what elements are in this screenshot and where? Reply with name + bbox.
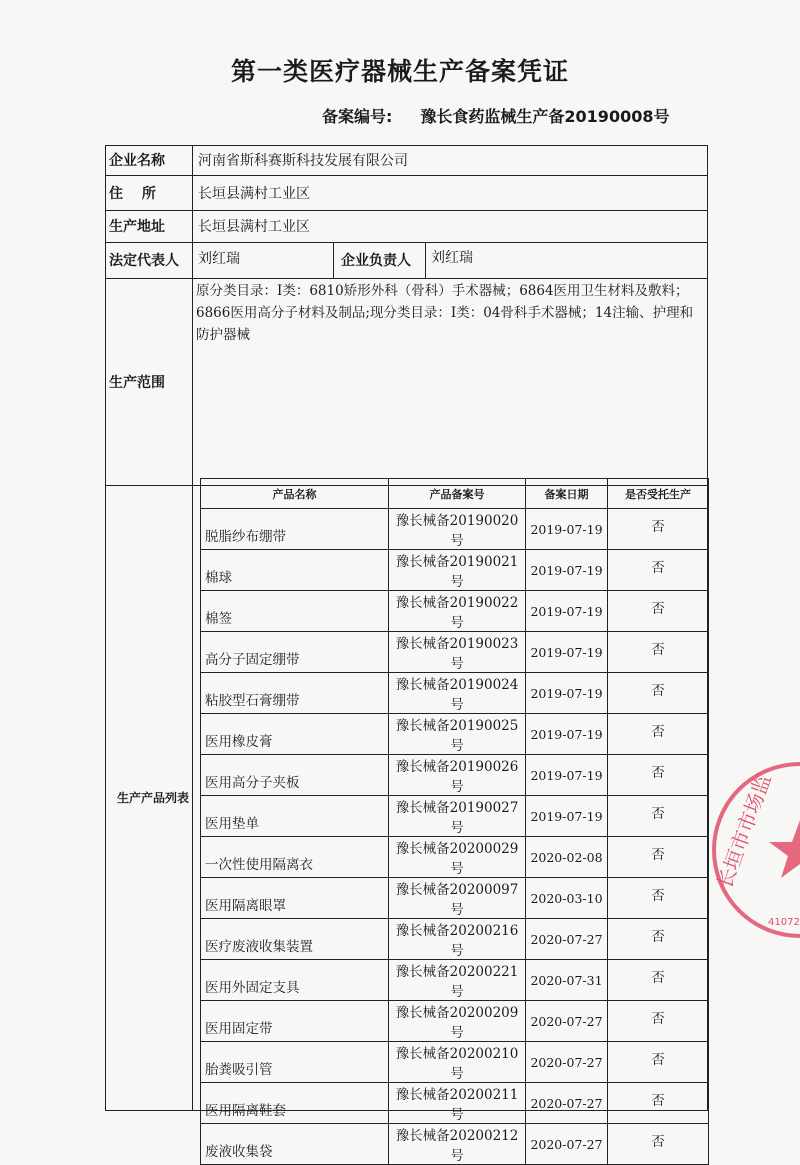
col-divider [333,242,334,278]
product-name: 高分子固定绷带 [201,632,389,673]
product-reg-date: 2020-07-27 [526,1001,608,1042]
product-name: 医用橡皮膏 [201,714,389,755]
product-reg-date: 2019-07-19 [526,632,608,673]
product-row [201,919,709,960]
legal-rep-value: 刘红瑞 [198,251,240,267]
product-row [201,550,709,591]
product-table [200,478,709,1165]
product-reg-date: 2019-07-19 [526,550,608,591]
product-name: 医用垫单 [201,796,389,837]
seal-code: 41072 [768,917,800,928]
official-seal [700,750,800,950]
product-name: 医用隔离鞋套 [201,1083,389,1124]
product-table-header [201,479,709,509]
header-name: 产品名称 [201,479,389,509]
product-reg-number: 豫长械备20200212号 [389,1124,526,1165]
product-row [201,591,709,632]
product-reg-number: 豫长械备20190025号 [389,714,526,755]
product-entrusted: 否 [608,919,709,960]
product-entrusted: 否 [608,632,709,673]
product-row [201,509,709,550]
product-name: 脱脂纱布绷带 [201,509,389,550]
product-entrusted: 否 [608,755,709,796]
product-row [201,755,709,796]
product-reg-date: 2020-02-08 [526,837,608,878]
product-entrusted: 否 [608,837,709,878]
product-entrusted: 否 [608,960,709,1001]
product-name: 医疗废液收集装置 [201,919,389,960]
product-reg-number: 豫长械备20190026号 [389,755,526,796]
product-reg-number: 豫长械备20190022号 [389,591,526,632]
product-entrusted: 否 [608,796,709,837]
product-reg-number: 豫长械备20190027号 [389,796,526,837]
product-reg-number: 豫长械备20200211号 [389,1083,526,1124]
product-reg-date: 2019-07-19 [526,591,608,632]
production-address-value: 长垣县满村工业区 [198,219,310,235]
product-reg-number: 豫长械备20190023号 [389,632,526,673]
product-entrusted: 否 [608,550,709,591]
product-row [201,837,709,878]
product-name: 一次性使用隔离衣 [201,837,389,878]
product-row [201,673,709,714]
product-reg-date: 2019-07-19 [526,755,608,796]
registration-label: 备案编号: [322,107,393,126]
product-reg-number: 豫长械备20200097号 [389,878,526,919]
header-entrusted: 是否受托生产 [608,479,709,509]
product-row [201,632,709,673]
product-entrusted: 否 [608,509,709,550]
header-date: 备案日期 [526,479,608,509]
product-entrusted: 否 [608,1083,709,1124]
product-reg-number: 豫长械备20200029号 [389,837,526,878]
product-row [201,796,709,837]
product-name: 医用固定带 [201,1001,389,1042]
product-reg-date: 2020-07-31 [526,960,608,1001]
registration-line [322,104,669,127]
product-reg-date: 2020-07-27 [526,1083,608,1124]
production-address-label: 生产地址 [109,219,165,235]
product-reg-number: 豫长械备20200210号 [389,1042,526,1083]
product-entrusted: 否 [608,673,709,714]
product-reg-date: 2019-07-19 [526,509,608,550]
registration-number: 豫长食药监械生产备20190008号 [420,107,670,126]
address-label: 住 所 [109,185,156,202]
product-list-label: 生产产品列表 [117,791,190,805]
product-reg-date: 2020-03-10 [526,878,608,919]
product-entrusted: 否 [608,1042,709,1083]
product-reg-date: 2019-07-19 [526,796,608,837]
company-label: 企业名称 [109,153,165,169]
product-entrusted: 否 [608,1001,709,1042]
product-row [201,960,709,1001]
header-reg: 产品备案号 [389,479,526,509]
company-value: 河南省斯科赛斯科技发展有限公司 [198,153,408,169]
product-row [201,1001,709,1042]
product-reg-number: 豫长械备20190021号 [389,550,526,591]
product-reg-date: 2020-07-27 [526,919,608,960]
product-reg-date: 2020-07-27 [526,1124,608,1165]
product-entrusted: 否 [608,591,709,632]
product-entrusted: 否 [608,878,709,919]
address-value: 长垣县满村工业区 [198,185,310,202]
legal-rep-label: 法定代表人 [109,253,179,269]
principal-label: 企业负责人 [341,253,411,269]
seal-text: 长垣市市场监 [712,770,776,892]
product-name: 废液收集袋 [201,1124,389,1165]
product-row [201,1042,709,1083]
seal-star-icon [769,820,800,878]
product-name: 医用外固定支具 [201,960,389,1001]
product-name: 胎粪吸引管 [201,1042,389,1083]
product-reg-number: 豫长械备20190024号 [389,673,526,714]
product-reg-number: 豫长械备20200209号 [389,1001,526,1042]
row-divider [105,278,708,279]
product-name: 医用高分子夹板 [201,755,389,796]
product-row [201,1083,709,1124]
product-row [201,878,709,919]
product-name: 棉球 [201,550,389,591]
document-title: 第一类医疗器械生产备案凭证 [230,57,569,86]
product-reg-date: 2019-07-19 [526,673,608,714]
product-entrusted: 否 [608,714,709,755]
product-reg-number: 豫长械备20200221号 [389,960,526,1001]
product-entrusted: 否 [608,1124,709,1165]
scope-value: 原分类目录：Ⅰ类：6810矫形外科（骨科）手术器械；6864医用卫生材料及敷料；6866医用高分子材料及制品;现分类目录：Ⅰ类：04骨科手术器械；14注输、护理和防护器械 [196,283,694,343]
product-reg-date: 2020-07-27 [526,1042,608,1083]
product-reg-number: 豫长械备20200216号 [389,919,526,960]
scope-label: 生产范围 [109,374,165,391]
product-name: 医用隔离眼罩 [201,878,389,919]
product-reg-date: 2019-07-19 [526,714,608,755]
principal-value: 刘红瑞 [431,250,473,266]
product-name: 棉签 [201,591,389,632]
product-reg-number: 豫长械备20190020号 [389,509,526,550]
product-row [201,714,709,755]
product-row [201,1124,709,1165]
product-name: 粘胶型石膏绷带 [201,673,389,714]
